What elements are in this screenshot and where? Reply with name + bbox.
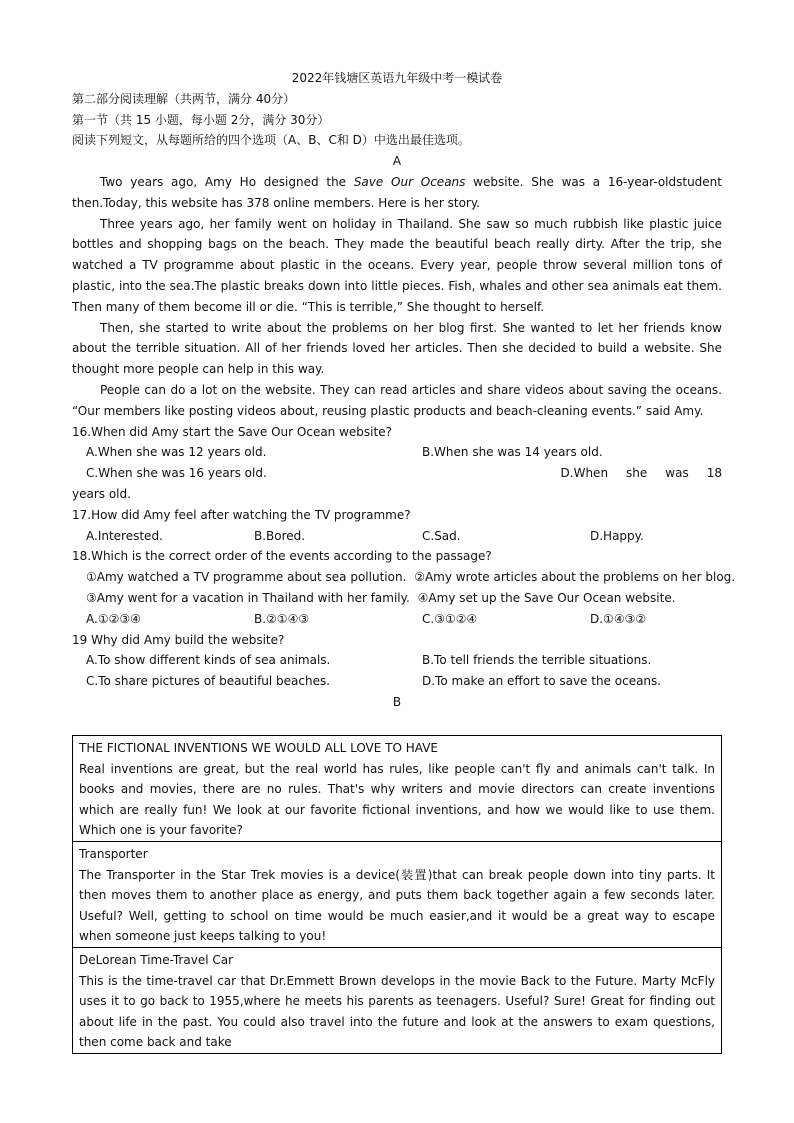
question-19-options-row2: [72, 671, 722, 692]
q18-option-d[interactable]: D.①④③②: [590, 611, 647, 626]
question-18-options: [72, 609, 722, 630]
q17-option-d[interactable]: D.Happy.: [590, 528, 644, 543]
q18-events-row1: [72, 567, 736, 588]
passage-a-paragraph-3: Then, she started to write about the problems on her blog first. She wanted to let her friends know about the terrible situation. All of her friends loved her articles. Then she decided to build a website. She thought more people can help in this way.: [72, 320, 722, 377]
q18-event-2: ②Amy wrote articles about the problems on her blog.: [414, 570, 736, 585]
q16-d-word-2: she: [626, 466, 648, 481]
website-name: Save Our Oceans: [353, 174, 466, 189]
intro-cell: [73, 736, 721, 842]
part-heading: 第二部分阅读理解（共两节，满分 40分）: [72, 91, 296, 106]
question-16-stem: 16.When did Amy start the Save Our Ocean website?: [72, 424, 392, 439]
q17-option-c[interactable]: C.Sad.: [422, 528, 461, 543]
passage-b-label: B: [392, 694, 402, 709]
intro-title: THE FICTIONAL INVENTIONS WE WOULD ALL LOVE TO HAVE: [79, 741, 439, 755]
passage-a-label: A: [392, 154, 402, 169]
instruction-text: 阅读下列短文，从每题所给的四个选项（A、B、C和 D）中选出最佳选项。: [72, 133, 470, 148]
exam-page: [72, 68, 736, 713]
delorean-text: This is the time-travel car that Dr.Emmett Brown develops in the movie Back to the Future. Marty McFly uses it to go back to 1955,where he meets his parents as teenagers. Useful? Sure! Great for finding out about life in the past. You could also travel into the future and look at the answers to exam questions, then come back and take: [79, 973, 715, 1050]
q19-option-a[interactable]: A.To show different kinds of sea animals.: [86, 653, 331, 668]
q16-option-d[interactable]: [561, 463, 722, 484]
question-17-stem: 17.How did Amy feel after watching the TV programme?: [72, 507, 411, 522]
delorean-title: DeLorean Time-Travel Car: [79, 952, 234, 967]
question-19-options-row1: [72, 650, 722, 671]
question-17-options: [72, 526, 722, 547]
passage-a-paragraph-4: People can do a lot on the website. They can read articles and share videos about saving the oceans. “Our members like posting videos about, reusing plastic products and beach-cleaning events.” said Amy.: [72, 382, 722, 418]
q19-option-d[interactable]: D.To make an effort to save the oceans.: [422, 674, 662, 689]
p1-text-end: website. She was a 16-year-oldstudent then.Today, this website has 378 online members. Here is her story.: [72, 174, 722, 210]
q16-option-c[interactable]: C.When she was 16 years old.: [86, 466, 267, 481]
intro-text: Real inventions are great, but the real world has rules, like people can't fly and animals can't talk. In books and movies, there are no rules. That's why writers and movie directors can create inventions which are really fun! We look at our favorite fictional inventions, and how we would like to use them. Which one is your favorite?: [79, 761, 715, 838]
question-18-stem: 18.Which is the correct order of the events according to the passage?: [72, 549, 492, 564]
transporter-title: Transporter: [79, 846, 148, 861]
question-16-options-row2: [72, 463, 722, 484]
q17-option-a[interactable]: A.Interested.: [86, 528, 163, 543]
delorean-cell: [73, 948, 721, 1053]
q16-d-word-1: D.When: [560, 466, 609, 481]
q18-event-4: ④Amy set up the Save Our Ocean website.: [417, 590, 676, 605]
q18-option-b[interactable]: B.②①④③: [254, 611, 310, 626]
q16-option-d-continued: years old.: [72, 486, 131, 501]
q17-option-b[interactable]: B.Bored.: [254, 528, 306, 543]
q16-d-word-3: was: [665, 466, 689, 481]
passage-b-table: [72, 735, 722, 1054]
q18-event-3: ③Amy went for a vacation in Thailand with her family.: [86, 590, 410, 605]
question-16-options-row1: [72, 442, 722, 463]
q16-d-word-4: 18: [706, 466, 722, 481]
q19-option-c[interactable]: C.To share pictures of beautiful beaches.: [86, 674, 331, 689]
exam-title: 2022年钱塘区英语九年级中考一模试卷: [291, 71, 503, 85]
p1-text-start: Two years ago, Amy Ho designed the: [100, 174, 354, 189]
passage-a-paragraph-2: Three years ago, her family went on holiday in Thailand. She saw so much rubbish like plastic juice bottles and shopping bags on the beach. They made the beautiful beach really dirty. After the trip, she watched a TV programme about plastic in the oceans. Every year, people throw several million tons of plastic, into the sea.The plastic breaks down into little pieces. Fish, whales and other sea animals eat them. Then many of them become ill or die. “This is terrible,” She thought to herself.: [72, 216, 722, 314]
q18-events-row2: [72, 588, 722, 609]
q19-option-b[interactable]: B.To tell friends the terrible situations.: [422, 653, 652, 668]
q16-option-b[interactable]: B.When she was 14 years old.: [422, 445, 603, 460]
q18-option-a[interactable]: A.①②③④: [86, 611, 141, 626]
q16-option-a[interactable]: A.When she was 12 years old.: [86, 445, 267, 460]
passage-a-paragraph-1: [72, 172, 722, 214]
section-heading: 第一节（共 15 小题，每小题 2分，满分 30分）: [72, 112, 330, 127]
q18-option-c[interactable]: C.③①②④: [422, 611, 478, 626]
q18-event-1: ①Amy watched a TV programme about sea pollution.: [86, 570, 407, 585]
question-19-stem: 19 Why did Amy build the website?: [72, 632, 285, 647]
transporter-text: The Transporter in the Star Trek movies is a device(装置)that can break people down into tiny parts. It then moves them to another place as energy, and puts them back together again a few seconds later. Useful? Well, getting to school on time would be much easier,and it would be a great way to escape when someone just keeps talking to you!: [79, 867, 715, 944]
transporter-cell: [73, 842, 721, 948]
